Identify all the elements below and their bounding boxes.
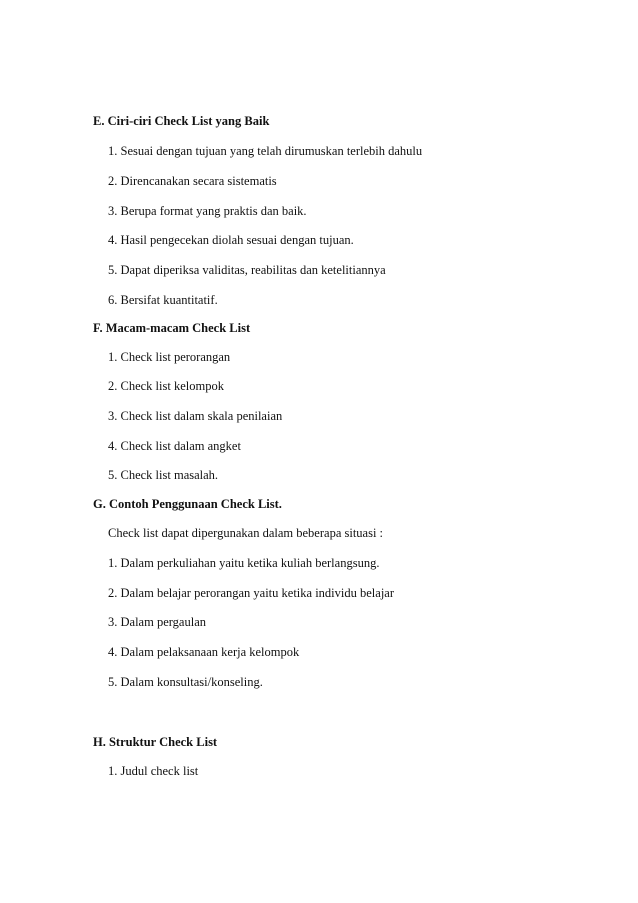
section-heading-g: G. Contoh Penggunaan Check List. xyxy=(93,497,282,511)
section-heading-h: H. Struktur Check List xyxy=(93,735,218,749)
list-item: 4. Check list dalam angket xyxy=(108,439,241,453)
list-item: 5. Dalam konsultasi/konseling. xyxy=(108,675,263,689)
list-item: 4. Dalam pelaksanaan kerja kelompok xyxy=(108,645,300,659)
list-item: 3. Berupa format yang praktis dan baik. xyxy=(108,204,307,218)
list-item: 2. Dalam belajar perorangan yaitu ketika individu belajar xyxy=(108,586,394,600)
list-item: 1. Check list perorangan xyxy=(108,350,231,364)
list-item: 4. Hasil pengecekan diolah sesuai dengan tujuan. xyxy=(108,233,354,247)
list-item: 1. Sesuai dengan tujuan yang telah dirumuskan terlebih dahulu xyxy=(108,144,423,158)
list-item: 2. Check list kelompok xyxy=(108,379,224,393)
list-item: 2. Direncanakan secara sistematis xyxy=(108,174,277,188)
list-item: 5. Check list masalah. xyxy=(108,468,219,482)
section-heading-f: F. Macam-macam Check List xyxy=(93,321,251,335)
list-item: 3. Dalam pergaulan xyxy=(108,615,206,629)
list-item: 1. Dalam perkuliahan yaitu ketika kuliah berlangsung. xyxy=(108,556,380,570)
list-item: 3. Check list dalam skala penilaian xyxy=(108,409,283,423)
section-intro: Check list dapat dipergunakan dalam beberapa situasi : xyxy=(108,526,384,540)
list-item: 5. Dapat diperiksa validitas, reabilitas dan ketelitiannya xyxy=(108,263,386,277)
list-item: 1. Judul check list xyxy=(108,764,199,778)
section-heading-e: E. Ciri-ciri Check List yang Baik xyxy=(93,114,270,128)
list-item: 6. Bersifat kuantitatif. xyxy=(108,293,218,307)
